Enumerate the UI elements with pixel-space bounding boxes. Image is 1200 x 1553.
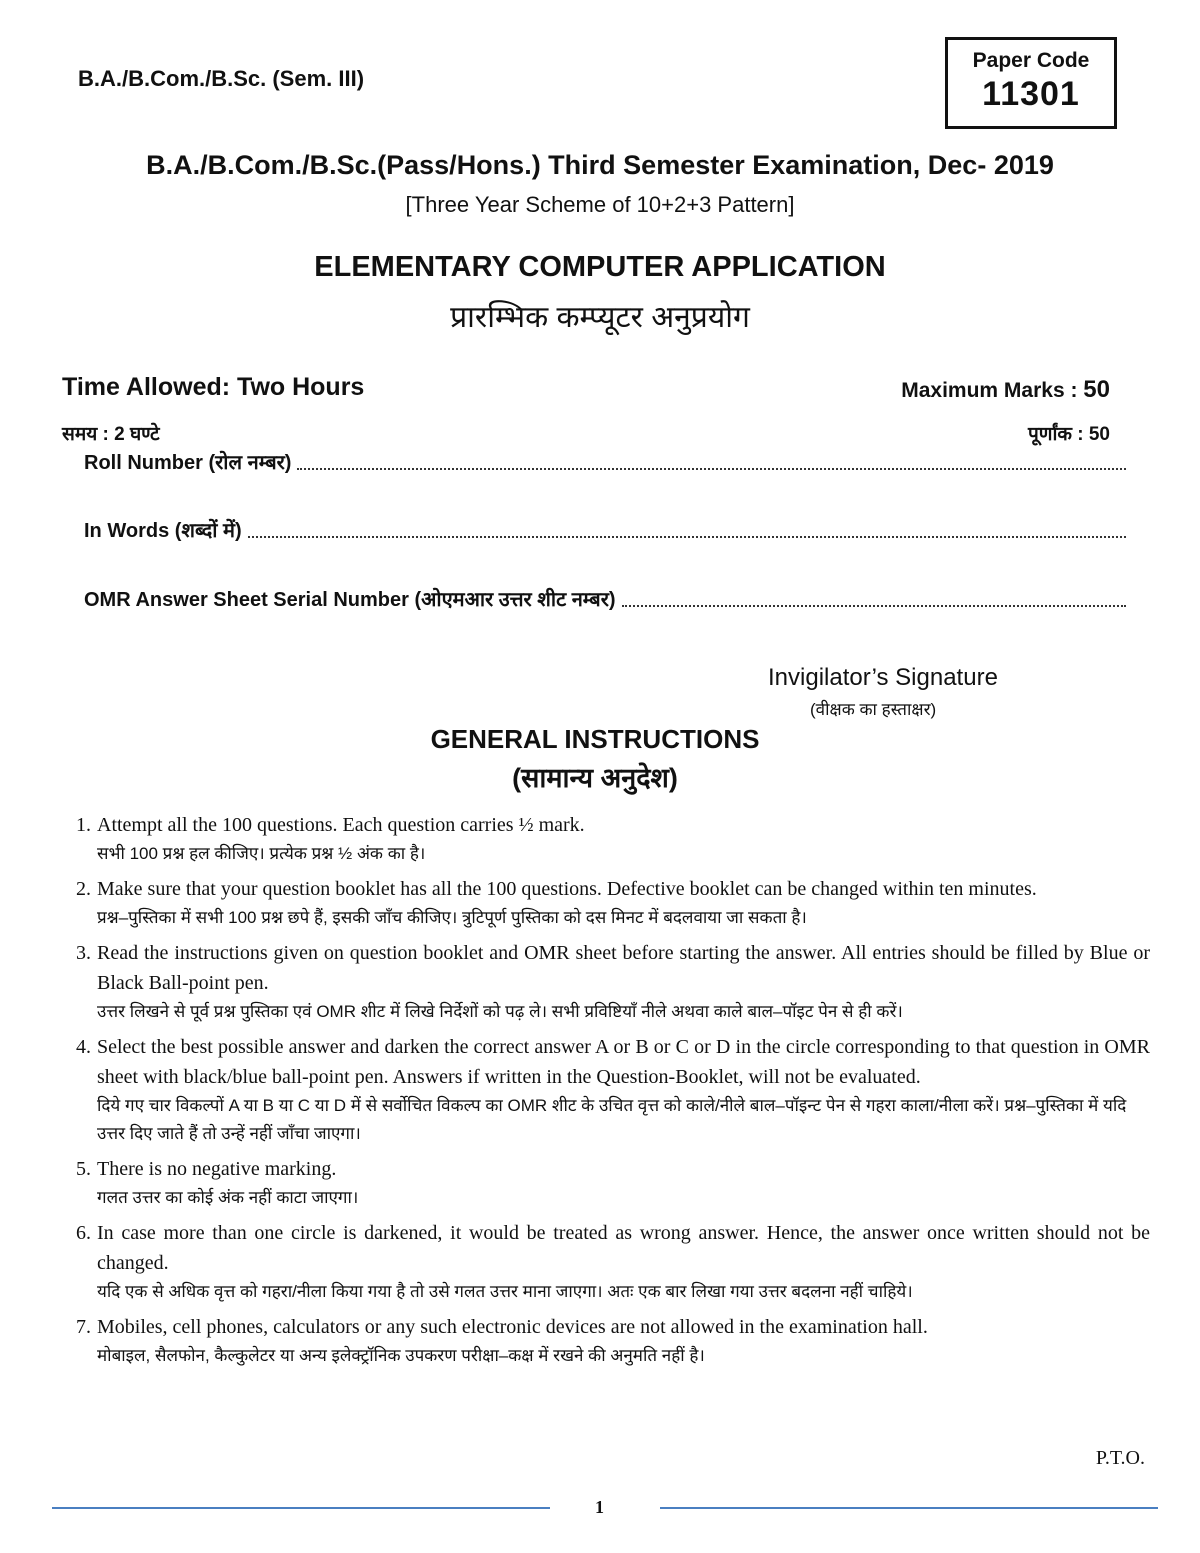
maximum-marks-hindi: पूर्णांक : 50 (1027, 424, 1110, 445)
instruction-text-hindi: प्रश्न–पुस्तिका में सभी 100 प्रश्न छपे हैं, इसकी जाँच कीजिए। त्रुटिपूर्ण पुस्तिका को दस मिनट में बदलवाया जा सकता है। (97, 908, 807, 927)
instruction-number: 6. (76, 1222, 91, 1244)
pto-marker: P.T.O. (1095, 1447, 1145, 1469)
subject-title: ELEMENTARY COMPUTER APPLICATION (314, 251, 886, 283)
scheme-subtitle: [Three Year Scheme of 10+2+3 Pattern] (405, 192, 795, 217)
footer-rule-right (660, 1507, 1158, 1509)
instructions-list (60, 810, 1150, 1376)
page-number: 1 (595, 1497, 604, 1517)
maximum-marks (901, 376, 1110, 404)
instruction-number: 3. (76, 942, 91, 964)
invigilator-signature-label: Invigilator’s Signature (768, 664, 998, 691)
in-words-field[interactable] (84, 516, 1126, 543)
omr-serial-field[interactable] (84, 585, 1126, 612)
roll-number-field[interactable] (84, 448, 1126, 475)
maximum-marks-value: 50 (1083, 376, 1110, 403)
instruction-item (60, 1218, 1150, 1306)
roll-number-label: Roll Number (रोल नम्बर) (84, 452, 292, 474)
exam-title: B.A./B.Com./B.Sc.(Pass/Hons.) Third Semester Examination, Dec- 2019 (146, 150, 1054, 180)
footer-rule-left (52, 1507, 550, 1509)
instructions-title-hindi: (सामान्य अनुदेश) (512, 763, 678, 793)
paper-code-number: 11301 (982, 75, 1080, 113)
instruction-text-english: Make sure that your question booklet has all the 100 questions. Defective booklet can be changed within ten minutes. (97, 878, 1037, 900)
in-words-label: In Words (शब्दों में) (84, 520, 242, 542)
paper-code-label: Paper Code (972, 49, 1090, 72)
instruction-text-hindi: गलत उत्तर का कोई अंक नहीं काटा जाएगा। (97, 1188, 359, 1207)
instruction-text-hindi: मोबाइल, सैलफोन, कैल्कुलेटर या अन्य इलेक्ट्रॉनिक उपकरण परीक्षा–कक्ष में रखने की अनुमति नहीं है। (97, 1346, 705, 1365)
instruction-number: 2. (76, 878, 91, 900)
omr-serial-blank[interactable] (622, 605, 1126, 607)
instruction-item (60, 938, 1150, 1026)
instruction-text-english: In case more than one circle is darkened, it would be treated as wrong answer. Hence, the answer once written should not be changed. (97, 1222, 1150, 1274)
maximum-marks-label: Maximum Marks : (901, 379, 1084, 402)
instruction-item (60, 810, 1150, 868)
time-allowed-hindi: समय : 2 घण्टे (62, 424, 160, 445)
instruction-text-hindi: उत्तर लिखने से पूर्व प्रश्न पुस्तिका एवं OMR शीट में लिखे निर्देशों को पढ़ ले। सभी प्रविष्टियाँ नीले अथवा काले बाल–पॉइट पेन से ही करें। (97, 1002, 903, 1021)
instruction-item (60, 874, 1150, 932)
instruction-number: 1. (76, 814, 91, 836)
instruction-text-english: Attempt all the 100 questions. Each question carries ½ mark. (97, 814, 585, 836)
instruction-text-english: Select the best possible answer and darken the correct answer A or B or C or D in the circle corresponding to that question in OMR sheet with black/blue ball-point pen. Answers if written in the Question-Booklet, will not be evaluated. (97, 1036, 1150, 1088)
in-words-blank[interactable] (248, 536, 1126, 538)
instruction-text-english: There is no negative marking. (97, 1158, 337, 1180)
instruction-item (60, 1154, 1150, 1212)
time-allowed: Time Allowed: Two Hours (62, 373, 365, 401)
instruction-number: 4. (76, 1036, 91, 1058)
omr-serial-label: OMR Answer Sheet Serial Number (ओएमआर उत्तर शीट नम्बर) (84, 589, 616, 611)
instruction-text-hindi: सभी 100 प्रश्न हल कीजिए। प्रत्येक प्रश्न ½ अंक का है। (97, 844, 426, 863)
subject-title-hindi: प्रारम्भिक कम्प्यूटर अनुप्रयोग (450, 301, 750, 334)
instruction-item (60, 1312, 1150, 1370)
instruction-text-english: Read the instructions given on question booklet and OMR sheet before starting the answer. All entries should be filled by Blue or Black Ball-point pen. (97, 942, 1150, 994)
instruction-text-hindi: यदि एक से अधिक वृत्त को गहरा/नीला किया गया है तो उसे गलत उत्तर माना जाएगा। अतः एक बार लिखा गया उत्तर बदलना नहीं चाहिये। (97, 1282, 913, 1301)
paper-code-box (945, 37, 1117, 129)
instructions-title: GENERAL INSTRUCTIONS (430, 724, 760, 754)
instruction-number: 5. (76, 1158, 91, 1180)
instruction-number: 7. (76, 1316, 91, 1338)
roll-number-blank[interactable] (297, 468, 1126, 470)
instruction-text-hindi: दिये गए चार विकल्पों A या B या C या D में से सर्वोचित विकल्प का OMR शीट के उचित वृत्त को काले/नीले बाल–पॉइन्ट पेन से गहरा काला/नीला करें। प्रश्न–पुस्तिका में यदि उत्तर दिए जाते हैं तो उन्हें नहीं जाँचा जाएगा। (97, 1096, 1127, 1143)
instruction-text-english: Mobiles, cell phones, calculators or any such electronic devices are not allowed in the examination hall. (97, 1316, 928, 1338)
semester-heading: B.A./B.Com./B.Sc. (Sem. III) (78, 66, 365, 91)
invigilator-signature-label-hindi: (वीक्षक का हस्ताक्षर) (810, 700, 937, 719)
instruction-item (60, 1032, 1150, 1148)
